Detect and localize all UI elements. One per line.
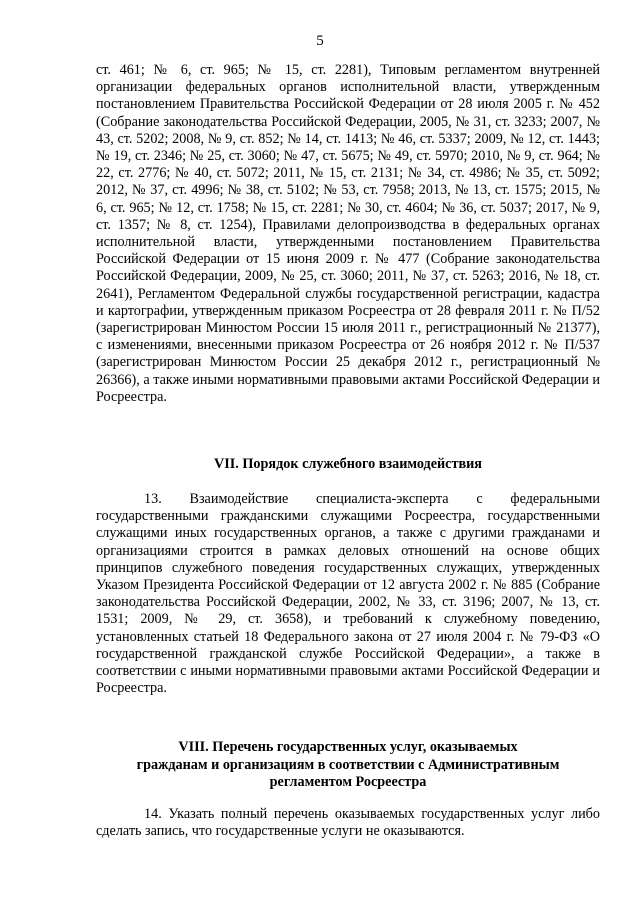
section-heading-viii-line-2: гражданам и организациям в соответствии с Административным [136, 756, 560, 773]
page-number: 5 [316, 33, 324, 49]
section-heading-vii: VII. Порядок служебного взаимодействия [214, 456, 482, 472]
paragraph-continuation: ст. 461; № 6, ст. 965; № 15, ст. 2281), Типовым регламентом внутренней организации федеральных органов исполнительной власти, утвержденным постановлением Правительства Российской Федерации от 28 июля 2005 г. № 452 (Собрание законодательства Российской Федерации, 2005, № 31, ст. 3233; 2007, № 43, ст. 5202; 2008, № 9, ст. 852; № 14, ст. 1413; № 46, ст. 5337; 2009, № 12, ст. 1443; № 19, ст. 2346; № 25, ст. 3060; № 47, ст. 5675; № 49, ст. 5970; 2010, № 9, ст. 964; № 22, ст. 2776; № 40, ст. 5072; 2011, № 15, ст. 2131; № 34, ст. 4986; № 35, ст. 5092; 2012, № 37, ст. 4996; № 38, ст. 5102; № 53, ст. 7958; 2013, № 13, ст. 1575; 2015, № 6, ст. 965; № 12, ст. 1758; № 15, ст. 2281; № 30, ст. 4604; № 36, ст. 5037; 2017, № 9, ст. 1357; № 8, ст. 1254), Правилами делопроизводства в федеральных органах исполнительной власти, утвержденными постановлением Правительства Российской Федерации от 15 июня 2009 г. № 477 (Собрание законодательства Российской Федерации, 2009, № 25, ст. 3060; 2011, № 37, ст. 5263; 2016, № 18, ст. 2641), Регламентом Федеральной службы государственной регистрации, кадастра и картографии, утвержденным приказом Росреестра от 28 февраля 2011 г. № П/52 (зарегистрирован Минюстом России 15 июля 2011 г., регистрационный № 21377), с изменениями, внесенными приказом Росреестра от 26 ноября 2012 г. № П/537 (зарегистрирован Минюстом России 25 декабря 2012 г., регистрационный № 26366), а также иными нормативными правовыми актами Российской Федерации и Росреестра. [96, 62, 600, 405]
section-heading-viii-line-3: регламентом Росреестра [269, 774, 427, 790]
section-heading-viii [96, 739, 600, 792]
section-heading-viii-line-1: VIII. Перечень государственных услуг, оказываемых [178, 739, 518, 755]
paragraph-13: 13. Взаимодействие специалиста-эксперта с федеральными государственными гражданскими служащими Росреестра, государственными служащими иных государственных органов, а также с другими гражданами и организациями строится в рамках деловых отношений на основе общих принципов служебного поведения государственных служащих, утвержденных Указом Президента Российской Федерации от 12 августа 2002 г. № 885 (Собрание законодательства Российской Федерации, 2002, № 33, ст. 3196; 2007, № 13, ст. 1531; 2009, № 29, ст. 3658), и требований к служебному поведению, установленных статьей 18 Федерального закона от 27 июля 2004 г. № 79-ФЗ «О государственной гражданской службе Российской Федерации», а также в соответствии с иными нормативными правовыми актами Российской Федерации и Росреестра. [96, 491, 600, 697]
paragraph-14: 14. Указать полный перечень оказываемых государственных услуг либо сделать запись, что государственные услуги не оказываются. [96, 806, 600, 840]
